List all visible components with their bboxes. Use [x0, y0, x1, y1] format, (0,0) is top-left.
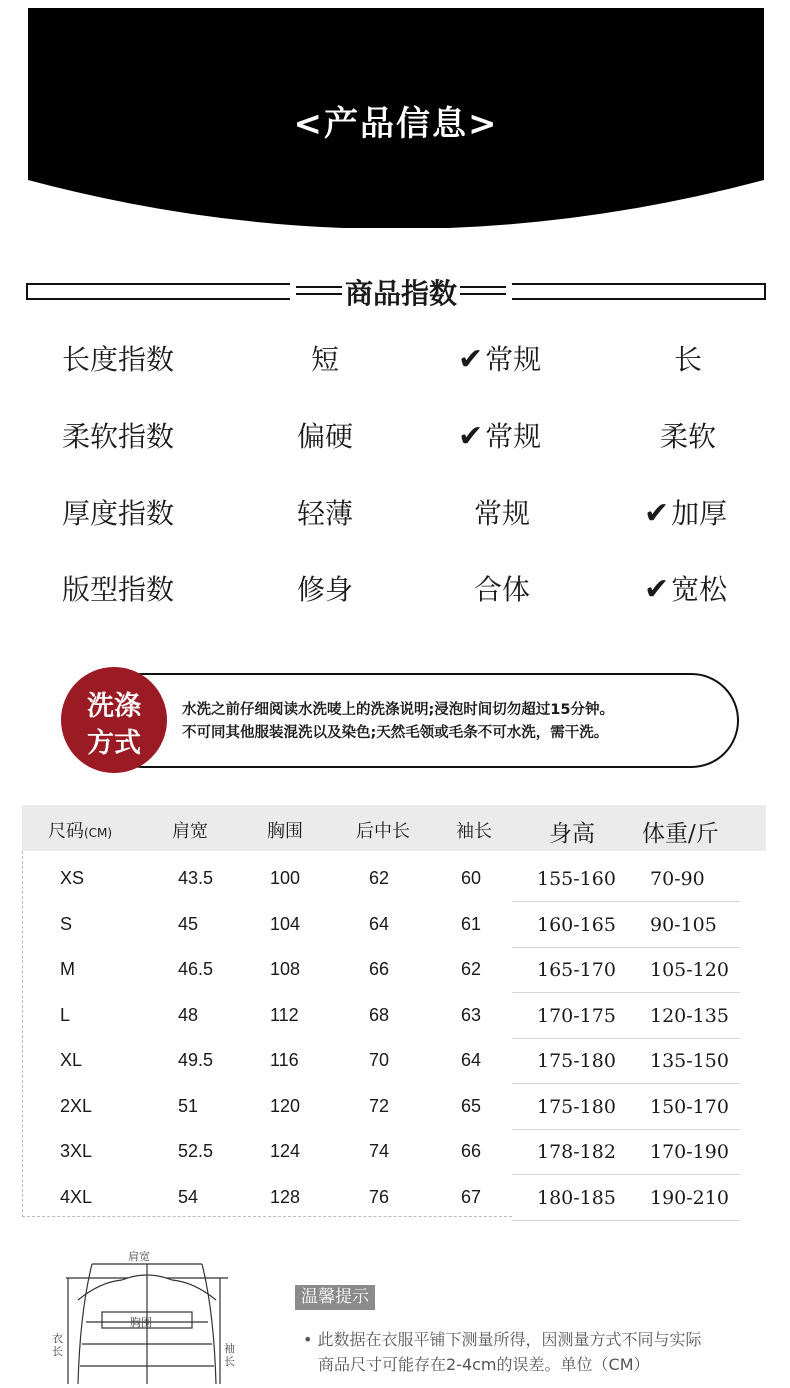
title-dash-right — [460, 286, 506, 295]
wash-badge-line2: 方式 — [87, 728, 141, 759]
cell-sleeve: 66 — [461, 1141, 482, 1161]
table-row — [22, 903, 766, 948]
index-name: 柔软指数 — [62, 420, 175, 453]
diagram-shoulder-label: 肩宽 — [128, 1250, 150, 1263]
cell-weight: 170-190 — [650, 1141, 729, 1163]
table-row — [22, 1176, 766, 1221]
index-option — [297, 568, 353, 608]
cell-size: XL — [60, 1050, 83, 1070]
wash-text-line1: 水洗之前仔细阅读水洗唛上的洗涤说明;浸泡时间切勿超过15分钟。 — [182, 702, 614, 718]
index-option — [674, 338, 702, 378]
page-title: <产品信息> — [293, 104, 499, 144]
size-table — [22, 805, 766, 1217]
cell-back-length: 70 — [369, 1050, 390, 1070]
cell-chest: 128 — [270, 1186, 301, 1207]
tip-badge: 温馨提示 — [295, 1285, 375, 1310]
tip-text-line2: 商品尺寸可能存在2-4cm的误差。单位（CM） — [318, 1355, 650, 1374]
cell-back-length: 68 — [369, 1004, 390, 1025]
index-option — [311, 338, 339, 378]
table-row — [22, 1085, 766, 1130]
index-option-label: 柔软 — [660, 420, 717, 453]
cell-shoulder: 43.5 — [178, 868, 214, 888]
diagram-chest-label: 胸围 — [130, 1316, 152, 1329]
header-height: 身高 — [549, 821, 595, 847]
index-option — [297, 415, 353, 455]
check-icon: ✔ — [644, 496, 670, 531]
cell-size: M — [60, 959, 75, 979]
cell-shoulder: 46.5 — [178, 959, 214, 979]
cell-shoulder: 54 — [178, 1186, 199, 1207]
cell-height: 170-175 — [537, 1004, 616, 1027]
cell-sleeve: 65 — [461, 1095, 482, 1116]
cell-height: 175-180 — [537, 1050, 616, 1072]
cell-weight: 70-90 — [650, 868, 705, 890]
cell-sleeve: 61 — [461, 913, 482, 934]
cell-height: 180-185 — [537, 1186, 616, 1209]
table-row — [22, 857, 766, 902]
index-row — [0, 338, 790, 378]
index-option-label: 加厚 — [671, 497, 728, 530]
cell-chest: 108 — [270, 959, 301, 979]
cell-weight: 105-120 — [650, 959, 729, 981]
cell-back-length: 66 — [369, 959, 390, 979]
wash-badge — [61, 667, 167, 773]
cell-weight: 150-170 — [650, 1095, 729, 1118]
cell-chest: 116 — [270, 1050, 299, 1070]
cell-sleeve: 63 — [461, 1004, 482, 1025]
table-row — [22, 1130, 766, 1175]
cell-back-length: 64 — [369, 913, 390, 934]
diagram-sleeve-label: 袖长 — [224, 1342, 235, 1368]
cell-chest: 124 — [270, 1141, 301, 1161]
header-sleeve: 袖长 — [456, 821, 492, 842]
table-row — [22, 994, 766, 1039]
index-option-label: 偏硬 — [297, 420, 354, 453]
cell-sleeve: 62 — [461, 959, 482, 979]
index-option-label: 合体 — [474, 573, 531, 606]
cell-chest: 100 — [270, 868, 301, 888]
index-option-label: 轻薄 — [297, 497, 354, 530]
cell-weight: 90-105 — [650, 913, 717, 936]
check-icon: ✔ — [644, 572, 670, 607]
cell-height: 178-182 — [537, 1141, 616, 1163]
cell-height: 155-160 — [537, 868, 616, 890]
index-option — [297, 492, 353, 532]
cell-back-length: 76 — [369, 1186, 390, 1207]
diagram-length-label: 衣长 — [52, 1332, 63, 1358]
check-icon: ✔ — [458, 419, 484, 454]
index-option-label: 修身 — [297, 573, 354, 606]
cell-weight: 120-135 — [650, 1004, 729, 1027]
cell-chest: 104 — [270, 913, 301, 934]
cell-chest: 120 — [270, 1095, 301, 1116]
check-icon: ✔ — [458, 342, 484, 377]
index-option-label: 常规 — [485, 343, 542, 376]
cell-size: 3XL — [60, 1141, 93, 1161]
index-option — [474, 568, 530, 608]
cell-shoulder: 48 — [178, 1004, 199, 1025]
cell-shoulder: 45 — [178, 913, 199, 934]
index-option-label: 常规 — [474, 497, 531, 530]
cell-back-length: 62 — [369, 868, 390, 888]
cell-shoulder: 52.5 — [178, 1141, 214, 1161]
index-option — [644, 492, 727, 532]
cell-height: 160-165 — [537, 913, 616, 936]
cell-shoulder: 49.5 — [178, 1050, 214, 1070]
header-chest: 胸围 — [267, 821, 303, 842]
title-dash-left — [296, 286, 342, 295]
index-option-label: 长 — [674, 343, 703, 376]
index-row — [0, 415, 790, 455]
tip-text-line1: • 此数据在衣服平铺下测量所得，因测量方式不同与实际 — [303, 1330, 702, 1349]
table-row — [22, 1039, 766, 1084]
index-name: 厚度指数 — [62, 497, 175, 530]
cell-back-length: 74 — [369, 1141, 390, 1161]
measurement-diagram — [40, 1242, 250, 1384]
header-size: 尺码(CM) — [48, 821, 113, 842]
header-weight: 体重/斤 — [642, 821, 719, 847]
wash-badge-line1: 洗涤 — [87, 691, 141, 722]
cell-size: 4XL — [60, 1186, 93, 1207]
cell-weight: 135-150 — [650, 1050, 729, 1072]
header-banner — [28, 8, 764, 228]
index-option-label: 宽松 — [671, 573, 728, 606]
wash-text-line2: 不可同其他服装混洗以及染色;天然毛领或毛条不可水洗，需干洗。 — [182, 725, 609, 741]
table-row — [22, 948, 766, 993]
cell-weight: 190-210 — [650, 1186, 729, 1209]
cell-shoulder: 51 — [178, 1095, 199, 1116]
cell-chest: 112 — [270, 1004, 299, 1025]
cell-size: L — [60, 1004, 71, 1025]
size-table-header — [22, 805, 766, 851]
cell-back-length: 72 — [369, 1095, 390, 1116]
index-row — [0, 568, 790, 608]
index-option-label: 常规 — [485, 420, 542, 453]
cell-sleeve: 67 — [461, 1186, 482, 1207]
cell-height: 175-180 — [537, 1095, 616, 1118]
cell-sleeve: 60 — [461, 868, 482, 888]
header-shoulder: 肩宽 — [172, 821, 208, 842]
cell-size: S — [60, 913, 73, 934]
header-back-length: 后中长 — [356, 821, 410, 842]
cell-height: 165-170 — [537, 959, 616, 981]
index-option — [474, 492, 530, 532]
index-option — [458, 415, 541, 455]
index-row — [0, 492, 790, 532]
section-title: 商品指数 — [344, 277, 457, 310]
row-divider — [512, 1220, 740, 1221]
cell-size: 2XL — [60, 1095, 93, 1116]
index-option — [644, 568, 727, 608]
index-name: 版型指数 — [62, 573, 175, 606]
index-option-label: 短 — [311, 343, 340, 376]
cell-size: XS — [60, 868, 85, 888]
index-name: 长度指数 — [62, 343, 175, 376]
section-title-block — [290, 268, 512, 314]
index-option — [660, 415, 716, 455]
cell-sleeve: 64 — [461, 1050, 482, 1070]
index-option — [458, 338, 541, 378]
